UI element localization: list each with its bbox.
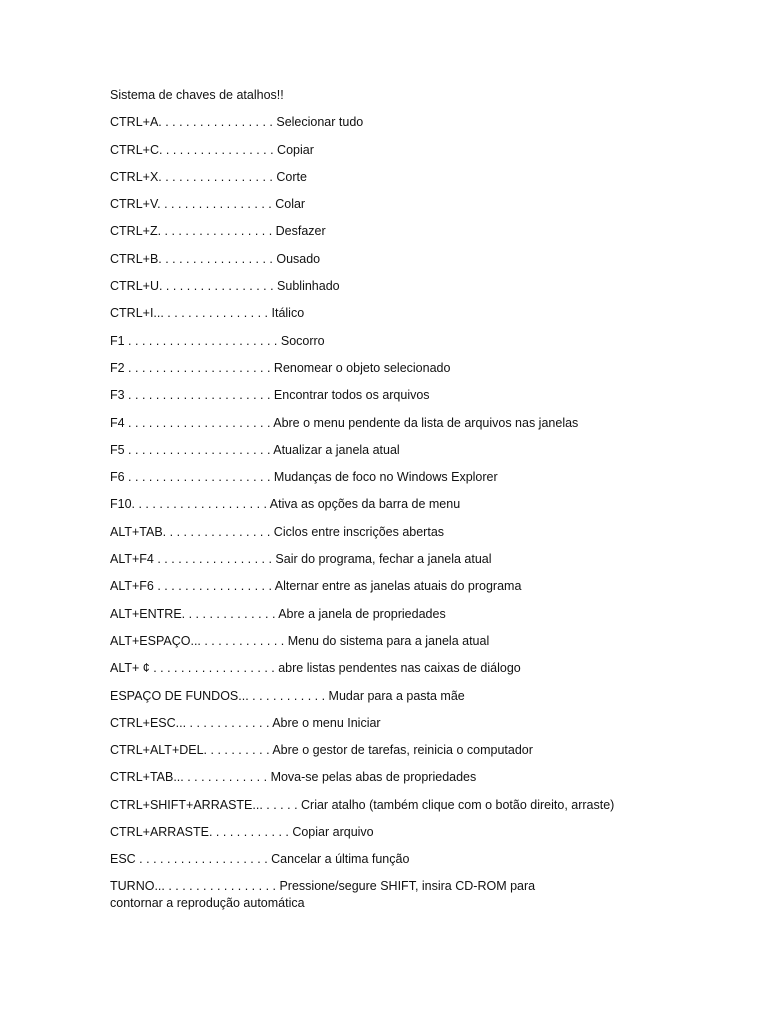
shortcut-line: F4 . . . . . . . . . . . . . . . . . . . . . Abre o menu pendente da lista de arquivos nas janelas (110, 415, 579, 430)
shortcut-line: ALT+ENTRE. . . . . . . . . . . . . . Abre a janela de propriedades (110, 606, 446, 621)
shortcut-line: CTRL+ESC... . . . . . . . . . . . . Abre o menu Iniciar (110, 715, 381, 730)
document-title: Sistema de chaves de atalhos!! (110, 88, 284, 102)
shortcut-line: F3 . . . . . . . . . . . . . . . . . . . . . Encontrar todos os arquivos (110, 388, 430, 403)
shortcut-line: ALT+F6 . . . . . . . . . . . . . . . . . Alternar entre as janelas atuais do programa (110, 579, 522, 594)
shortcut-line: CTRL+SHIFT+ARRASTE... . . . . . Criar atalho (também clique com o botão direito, arraste) (110, 797, 615, 812)
shortcut-line: ALT+F4 . . . . . . . . . . . . . . . . . Sair do programa, fechar a janela atual (110, 552, 492, 567)
shortcut-line: ESC . . . . . . . . . . . . . . . . . . . Cancelar a última função (110, 852, 410, 867)
shortcut-line: CTRL+I... . . . . . . . . . . . . . . . Itálico (110, 306, 305, 321)
shortcut-line: CTRL+ALT+DEL. . . . . . . . . . Abre o gestor de tarefas, reinicia o computador (110, 743, 533, 758)
shortcut-line: F2 . . . . . . . . . . . . . . . . . . . . . Renomear o objeto selecionado (110, 360, 451, 375)
shortcut-line: ESPAÇO DE FUNDOS... . . . . . . . . . . . Mudar para a pasta mãe (110, 688, 465, 703)
shortcut-line: CTRL+Z. . . . . . . . . . . . . . . . . Desfazer (110, 224, 326, 239)
shortcut-line: CTRL+C. . . . . . . . . . . . . . . . . Copiar (110, 142, 314, 157)
shortcut-line: CTRL+X. . . . . . . . . . . . . . . . . Corte (110, 169, 307, 184)
shortcut-line: CTRL+B. . . . . . . . . . . . . . . . . Ousado (110, 251, 321, 266)
shortcut-line: TURNO... . . . . . . . . . . . . . . . . Pressione/segure SHIFT, insira CD-ROM para contornar a reprodução automática (110, 878, 536, 911)
shortcut-line: F10. . . . . . . . . . . . . . . . . . . . Ativa as opções da barra de menu (110, 497, 461, 512)
shortcut-line: CTRL+V. . . . . . . . . . . . . . . . . Colar (110, 197, 306, 212)
shortcut-line: ALT+ESPAÇO... . . . . . . . . . . . . Menu do sistema para a janela atual (110, 633, 490, 648)
shortcut-line: CTRL+U. . . . . . . . . . . . . . . . . Sublinhado (110, 279, 340, 294)
shortcut-list (110, 113, 730, 912)
shortcut-line: CTRL+A. . . . . . . . . . . . . . . . . Selecionar tudo (110, 115, 364, 130)
shortcut-line: CTRL+TAB... . . . . . . . . . . . . Mova-se pelas abas de propriedades (110, 770, 477, 785)
shortcut-line: F1 . . . . . . . . . . . . . . . . . . . . . . Socorro (110, 333, 325, 348)
shortcut-line: F5 . . . . . . . . . . . . . . . . . . . . . Atualizar a janela atual (110, 442, 400, 457)
shortcut-line: ALT+TAB. . . . . . . . . . . . . . . . Ciclos entre inscrições abertas (110, 524, 445, 539)
shortcut-line: CTRL+ARRASTE. . . . . . . . . . . . Copiar arquivo (110, 825, 374, 840)
shortcut-line: F6 . . . . . . . . . . . . . . . . . . . . . Mudanças de foco no Windows Explorer (110, 470, 498, 485)
shortcut-line: ALT+ ¢ . . . . . . . . . . . . . . . . . . abre listas pendentes nas caixas de diálogo (110, 661, 521, 676)
document-page (110, 86, 730, 922)
